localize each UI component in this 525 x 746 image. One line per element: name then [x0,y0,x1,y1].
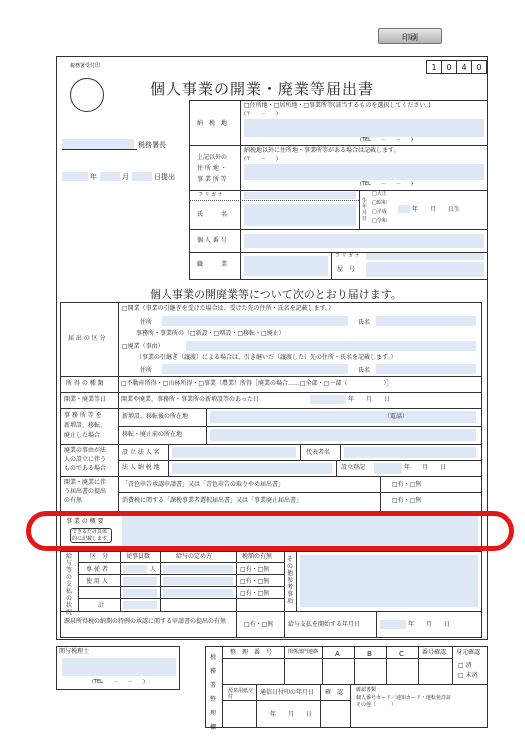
era-taisho[interactable]: □大正 [372,191,387,197]
close-reason-input[interactable] [186,341,476,351]
birth-year-input[interactable] [398,205,410,213]
identity-label: 身元確認 [456,649,481,656]
col-b: B [367,650,372,658]
office-changes[interactable]: 事務所・事業所の（□新設・□増設・□移転・□廃止） [136,330,285,337]
extra-calc-input[interactable] [163,589,233,597]
col-calc: 給与の定め方 [176,553,213,560]
other-address-label-1: 上記以外の [197,154,228,161]
corp-label-2: 人の設立に伴う [64,456,107,463]
open-date-year-input[interactable] [310,395,346,404]
tax-accountant-input[interactable] [62,658,176,676]
employee-tax-yes-no[interactable]: □有・□無 [240,578,270,585]
representative-input[interactable] [344,447,476,458]
corp-name-input[interactable] [172,447,296,458]
col-a: A [335,650,340,658]
comm-date-label: 通信日付印の年月日 [260,689,315,696]
furigana-label: フ リ ガ ナ [198,192,223,198]
total-staff-input[interactable] [123,601,157,609]
open-name-input[interactable] [376,316,476,326]
submit-day-label: 日提出 [154,173,175,181]
submit-day-input[interactable] [132,172,152,181]
pay-start-ymd: 年 月 日 [408,621,451,628]
form-number-3: 4 [456,60,472,74]
establish-date-label: 設立登記 [341,464,366,471]
col-staff: 従事員数 [126,553,151,560]
birth-ymd: 年 月 日生 [412,206,461,213]
print-button[interactable]: 印刷 [378,28,442,44]
era-showa[interactable]: □昭和 [372,200,387,206]
close-address-input[interactable] [162,364,348,374]
doc-check-label: 確認書類 [356,687,377,693]
name-input[interactable] [244,204,356,226]
extra-tax-yes-no[interactable]: □有・□無 [240,590,270,597]
comm-date-ymd: 年 月 日 [270,711,313,718]
occupation-input[interactable] [244,256,328,276]
doc-list[interactable]: 個人番号カード／通知カード・運転免許証 [356,695,452,701]
identity-not-done[interactable]: □ 未済 [458,672,478,679]
wage-label: 給与等の支払の状況 [66,553,73,616]
source-tax-label: 源泉用紙交付 [228,688,254,700]
open-date-desc: 開業や廃業、事務所・事業所の新増設等のあった日 [121,396,259,403]
old-location-label: 移転・廃止前の所在地 [122,431,183,438]
open-date-ymd: 年 月 日 [348,396,391,403]
tax-accountant-tel: (TEL － － ) [92,679,145,685]
other-address-note: 納税地以外に住所地・事業所等がある場合は記載します。 [244,147,400,154]
payroll-special-yes-no[interactable]: □有・□無 [244,621,274,628]
new-location-input[interactable] [210,411,476,423]
other-notes-label: その他参考事項 [287,556,294,605]
open-date-label: 開業・廃業等日 [64,396,107,403]
birth-label: 生年月日 [362,198,368,222]
other-notes-input[interactable] [300,555,478,607]
form-number-2: 0 [441,60,457,74]
category-close[interactable]: □廃業（事由） [122,343,164,350]
address-tel: (TEL － － ) [360,137,413,143]
shop-name-input[interactable] [366,262,484,277]
office-move-label-2: 新増設、移転、 [64,422,107,429]
office-move-label-3: 廃止した場合 [64,432,101,439]
office-use-label: 税務署整理欄 [210,654,217,731]
form-number-4: 0 [471,60,487,74]
category-open[interactable]: □開業（事業の引継ぎを受けた場合は、受けた先の住所・氏名を記載します。） [122,305,335,312]
other-address-tel: (TEL － － ) [360,181,413,187]
family-person-unit: 人 [150,566,157,573]
family-calc-input[interactable] [163,565,233,573]
old-location-input[interactable] [210,429,476,441]
close-name-input[interactable] [376,364,476,374]
open-address-input[interactable] [162,316,348,326]
furigana-input[interactable] [244,192,356,199]
era-reiwa[interactable]: □令和 [372,218,387,224]
pay-start-label: 給与支払を開始する年月日 [288,621,361,628]
tax-office-suffix: 税務署長 [138,141,166,149]
corp-label-3: ものである場合 [64,465,107,472]
filing-label-3: の有無 [64,497,83,504]
new-location-label: 新増設、移転後の所在地 [122,413,189,420]
row-employee: 使 用 人 [86,578,108,585]
open-address-label: 住所 [140,319,153,326]
form-title: 個人事業の開業・廃業等届出書 [150,80,375,98]
my-number-input[interactable] [244,234,484,248]
family-staff-input[interactable] [123,565,147,573]
close-address-label: 住所 [140,367,153,374]
submit-month-input[interactable] [100,172,120,181]
close-name-label: 氏名 [358,367,371,374]
representative-label: 代表者名 [306,449,331,456]
submit-year-input[interactable] [62,172,88,181]
submit-month-label: 月 [122,173,129,181]
corp-name-label: 設 立 法 人 名 [122,449,160,456]
tax-accountant-label: 関与税理士 [59,648,90,655]
pay-start-year-input[interactable] [380,620,406,629]
subtitle: 個人事業の開廃業等について次のとおり届けます。 [150,288,402,301]
establish-ymd: 年 月 日 [404,464,447,471]
employee-calc-input[interactable] [163,577,233,585]
col-c: C [399,650,404,658]
era-heisei[interactable]: □平成 [372,209,387,215]
open-name-label: 氏名 [358,319,371,326]
my-number-label: 個 人 番 号 [197,237,227,244]
other-address-label-2: 住 所 地 ・ [197,165,227,172]
form-number-1: 1 [426,60,442,74]
col-category: 区 分 [90,553,109,560]
office-move-label-1: 事 務 所 等 を [64,412,102,419]
extra-staff-input[interactable] [123,589,157,597]
dept-no-label: 関係部門連絡 [288,649,319,655]
employee-staff-input[interactable] [123,577,157,585]
row-family: 専 従 者 [86,566,108,573]
shop-name-label: 屋 号 [337,266,356,273]
summary-label: 事 業 の 概 要 [66,518,104,525]
income-label: 所 得 の 種 類 [66,380,104,387]
col-tax: 税額の有無 [242,553,273,560]
submit-year-label: 年 [90,173,97,181]
confirm-label: 確 認 [325,689,344,696]
tax-office-input[interactable] [62,139,134,149]
address-input[interactable] [244,119,484,137]
stamp-circle [70,78,104,112]
income-options[interactable]: □不動産所得・□山林所得・□事業（農業）所得［廃業の場合……□全部・□一部（ ）］ [121,380,393,387]
other-address-label-3: 事 業 所 等 [197,176,227,183]
close-note: （事業の引継ぎ（譲渡）による場合は、引き継いだ（譲渡した）先の住所・氏名を記載します。） [136,354,397,361]
blue-return-yes-no[interactable]: □有・□無 [392,481,422,488]
address-postal: (〒 － ) [244,111,278,117]
other-address-postal: (〒 － ) [244,156,278,162]
shop-furigana: フ リ ガ ナ [335,253,360,259]
filing-label-1: 開業・廃業に伴 [64,479,107,486]
stamp-label: 税務署受付印 [70,63,101,69]
shop-furigana-input[interactable] [366,253,484,260]
identity-done[interactable]: □ 済 [458,662,472,669]
row-total: 計 [98,602,105,609]
establish-date-input[interactable] [374,463,402,474]
other-address-input[interactable] [244,164,484,180]
address-options[interactable]: □住所地・□居所地・□事業所等(該当するものを選択してください。) [244,102,431,109]
consumption-tax-label: 消費税に関する「課税事業者選択届出書」又は「事業廃止届出書」 [122,497,303,504]
doc-other[interactable]: その他（ ） [356,702,397,708]
category-label: 届 出 の 区 分 [68,335,106,342]
ref-no-label: 整 理 番 号 [230,649,273,656]
filing-label-2: う届出書の提出 [64,488,107,495]
id-confirm-label: 番号確認 [422,649,447,656]
payroll-special-label: 源泉所得税の納期の特例の承認に関する申請書の提出の有無 [64,618,227,625]
occupation-label: 職 業 [197,261,228,268]
summary-note-1: できるだけ具体 [72,529,108,535]
blue-return-label: 「青色申告承認申請書」又は「青色申告の取りやめ届出書」 [122,481,285,488]
highlight-oval [26,511,514,551]
address-label: 納 税 地 [197,120,228,127]
phone-label: （電話） [384,413,409,420]
family-tax-yes-no[interactable]: □有・□無 [240,566,270,573]
name-label: 氏 名 [197,211,228,218]
summary-note-2: 的に記載します。 [72,536,112,542]
consumption-tax-yes-no[interactable]: □有・□無 [392,497,422,504]
corp-address-label: 法 人 納 税 地 [122,464,160,471]
corp-address-input[interactable] [172,463,332,474]
corp-label-1: 廃業の事由が法 [64,447,107,454]
